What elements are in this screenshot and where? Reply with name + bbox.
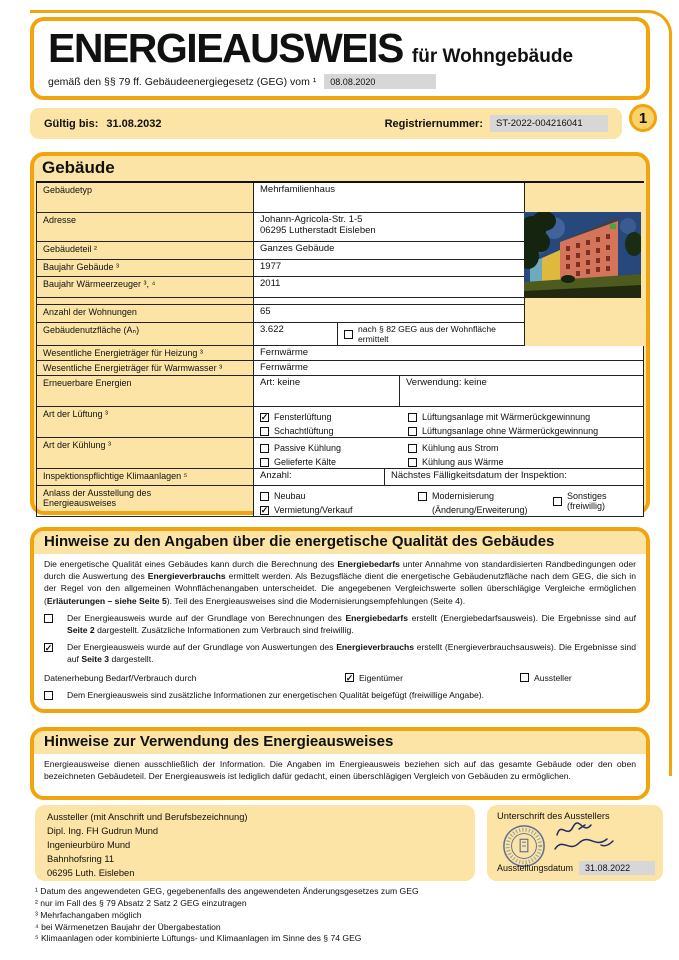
issuer-heading: Aussteller (mit Anschrift und Berufsbezeichnung) [47,812,248,822]
validity-bar [30,108,622,139]
data-collection-label: Datenerhebung Bedarf/Verbrauch durch [44,672,197,683]
table-row [36,346,644,361]
registration-number-label: Registriernummer: [384,117,483,130]
table-row [36,438,644,469]
issue-date-label: Ausstellungsdatum [497,863,574,873]
renewables-label: Erneuerbare Energien [36,376,254,407]
building-part-value[interactable]: Ganzes Gebäude [254,242,525,260]
issuer-city: 06295 Luth. Eisleben [47,867,135,878]
footnote-3: ³ Mehrfachangaben möglich [35,909,142,920]
usage-hints-text: Energieausweise dienen ausschließlich der Information. Die Angaben im Energieausweis beziehen sich auf das gesamte Gebäude oder den oben bezeichneten Gebäudeteil. Der Energieausweis ist lediglich dafür gedacht, einen überschlägigen Vergleich von Gebäuden zu ermöglichen. [44,759,636,782]
heating-carrier-label: Wesentliche Energieträger für Heizung ³ [36,346,254,361]
neubau-checkbox[interactable] [260,492,269,501]
address-label: Adresse [36,213,254,242]
footnote-4: ⁴ bei Wärmenetzen Baujahr der Übergabestation [35,921,221,932]
apartments-label: Anzahl der Wohnungen [36,305,254,323]
footnote-5: ⁵ Klimaanlagen oder kombinierte Lüftungs- und Klimaanlagen im Sinne des § 74 GEG [35,933,362,944]
area-value[interactable]: 3.622 [254,323,338,346]
valid-until-label: Gültig bis: [44,117,99,130]
cooling-label: Art der Kühlung ³ [36,438,254,469]
year-built-label: Baujahr Gebäude ³ [36,260,254,277]
issuer-box [35,805,475,881]
building-type-value[interactable]: Mehrfamilienhaus [254,183,525,213]
passive-kuehlung-checkbox[interactable] [260,444,269,453]
signature-box [487,805,663,881]
kuehlung-strom-checkbox[interactable] [408,444,417,453]
eigentuemer-checkbox[interactable]: ✓ [345,672,354,683]
building-section [30,152,650,515]
ventilation-label: Art der Lüftung ³ [36,407,254,438]
year-heater-value[interactable]: 2011 [254,277,525,298]
kuehlung-waerme-checkbox[interactable] [408,458,417,467]
area-label: Gebäudenutzfläche (Aₙ) [36,323,254,346]
page-number-badge: 1 [629,104,657,132]
vermietung-verkauf-checkbox[interactable]: ✓ [260,505,269,515]
bedarfsausweis-item: Der Energieausweis wurde auf der Grundlage von Berechnungen des Energiebedarfs erstellt (Energiebedarfsausweis). Die Ergebnisse sind auf Seite 2 dargestellt. Zusätzliche Informationen zum Verbrauch sind freiwillig. [44,612,636,636]
table-row [36,305,644,323]
footnotes [35,886,635,945]
building-type-label: Gebäudetyp [36,183,254,213]
cooling-options: Passive Kühlung Gelieferte Kälte Kühlung aus Strom Kühlung aus Wärme [254,438,644,469]
apartments-value[interactable]: 65 [254,305,525,323]
hvac-label: Inspektionspflichtige Klimaanlagen ⁵ [36,469,254,486]
table-row [36,486,644,517]
building-part-label: Gebäudeteil ² [36,242,254,260]
table-row [36,183,644,213]
area-checkbox-label: nach § 82 GEG aus der Wohnfläche ermittelt [358,324,496,344]
heating-carrier-value[interactable]: Fernwärme [254,346,644,361]
ventilation-options: ✓ Fensterlüftung Schachtlüftung Lüftungsanlage mit Wärmerückgewinnung Lüftungsanlage ohne Wärmerückgewinnung [254,407,644,438]
water-carrier-label: Wesentliche Energieträger für Warmwasser ³ [36,361,254,376]
water-carrier-value[interactable]: Fernwärme [254,361,644,376]
area-wohnflaeche-checkbox[interactable] [344,330,353,339]
address-value[interactable]: Johann-Agricola-Str. 1-5 06295 Lutherstadt Eisleben [254,213,525,242]
reason-options: Neubau ✓ Vermietung/Verkauf Modernisierung (Änderung/Erweiterung) Sonstiges (freiwillig) [254,486,644,517]
data-collection-row: Datenerhebung Bedarf/Verbrauch durch ✓ Eigentümer Aussteller [44,672,572,683]
geg-date-field[interactable]: 08.08.2020 [324,74,436,89]
verbrauchsausweis-item: ✓ Der Energieausweis wurde auf der Grundlage von Auswertungen des Energieverbrauchs erstellt (Energieverbrauchsausweis). Die Ergebnisse sind auf Seite 3 dargestellt. [44,642,636,665]
bedarfsausweis-checkbox[interactable] [44,614,53,623]
year-heater-label: Baujahr Wärmeerzeuger ³, ⁴ [36,277,254,298]
additional-info-checkbox[interactable] [44,691,53,700]
spacer-row [36,298,644,305]
issuer-street: Bahnhofsring 11 [47,853,115,864]
modernisierung-checkbox[interactable] [418,492,427,501]
footnote-1: ¹ Datum des angewendeten GEG, gegebenenfalls des angewendeten Änderungsgesetzes zum GEG [35,886,419,896]
issue-date-field[interactable]: 31.08.2022 [579,861,655,875]
sonstiges-checkbox[interactable] [553,497,562,506]
signature-heading: Unterschrift des Ausstellers [497,811,610,821]
gelieferte-kaelte-checkbox[interactable] [260,458,269,467]
table-row [36,407,644,438]
renewables-use-value[interactable]: Verwendung: keine [400,376,644,407]
document-title-suffix: für Wohngebäude [411,46,574,67]
issuer-company: Ingenieurbüro Mund [47,839,131,850]
aussteller-checkbox[interactable] [520,673,529,682]
quality-hints-title: Hinweise zu den Angaben über die energetische Qualität des Gebäudes [34,531,646,554]
table-row [36,469,644,486]
quality-intro-paragraph: Die energetische Qualität eines Gebäudes kann durch die Berechnung des Energiebedarfs unter Annahme von standardisierten Randbedingungen oder durch die Auswertung des Energieverbrauchs ermittelt werden. Als Bezugsfläche dient die energetische Gebäudenutzfläche nach dem GEG, die sich in der Regel von den allgemeinen Wohnflächenangaben unterscheidet. Die angegebenen Vergleichswerte sollen überschlägige Vergleiche ermöglichen (Erläuterungen – siehe Seite 5). Teil des Energieausweises sind die Modernisierungsempfehlungen (Seite 4). [44,559,636,606]
fensterlueftung-checkbox[interactable]: ✓ [260,412,269,422]
quality-hints-section [30,527,650,713]
renewables-art-value[interactable]: Art: keine [254,376,400,407]
area-checkbox-cell [338,323,525,346]
document-title: ENERGIEAUSWEIS [48,25,403,71]
usage-hints-section [30,727,650,800]
issuer-name: Dipl. Ing. FH Gudrun Mund [47,825,159,836]
footnote-2: ² nur im Fall des § 79 Absatz 2 Satz 2 GEG einzutragen [35,897,247,908]
building-photo [524,212,641,298]
lueftung-ohne-wrg-checkbox[interactable] [408,427,417,436]
year-built-value[interactable]: 1977 [254,260,525,277]
table-row [36,376,644,407]
table-row [36,361,644,376]
hvac-due-field[interactable]: Nächstes Fälligkeitsdatum der Inspektion: [385,469,644,486]
verbrauchsausweis-checkbox[interactable]: ✓ [44,642,53,653]
header-box [30,17,650,100]
hvac-count-field[interactable]: Anzahl: [254,469,385,486]
reason-label: Anlass der Ausstellung des Energieausweises [36,486,254,517]
law-reference-text: gemäß den §§ 79 ff. Gebäudeenergiegesetz (GEG) vom ¹ [48,75,317,88]
additional-info-item: Dem Energieausweis sind zusätzliche Informationen zur energetischen Qualität beigefügt (freiwillige Angabe). [44,689,636,701]
handwritten-signature [551,819,635,855]
building-section-title: Gebäude [42,158,115,177]
usage-hints-title: Hinweise zur Verwendung des Energieausweises [34,731,646,754]
table-row [36,323,644,346]
valid-until-date: 31.08.2032 [106,117,162,130]
schachtlueftung-checkbox[interactable] [260,427,269,436]
lueftung-mit-wrg-checkbox[interactable] [408,413,417,422]
registration-number-field[interactable]: ST-2022-004216041 [490,115,608,132]
